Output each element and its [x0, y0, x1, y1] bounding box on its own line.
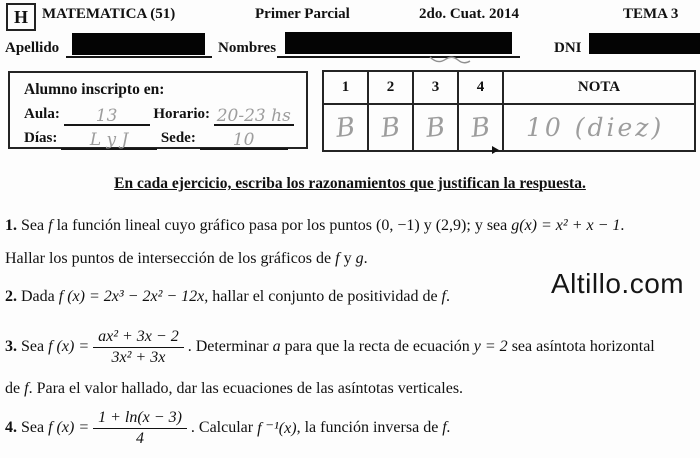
- dni-label: DNI: [554, 40, 582, 56]
- mark-cell-1: [323, 104, 368, 151]
- tema-letter-box: [6, 3, 36, 31]
- math-f: f.: [442, 419, 451, 436]
- mark-3: B: [424, 111, 447, 144]
- math-f: f: [48, 217, 53, 234]
- exercise-3-line-1: [5, 323, 655, 371]
- mark-cell-2: [368, 104, 413, 151]
- exercise-2-text: Dada: [21, 288, 55, 305]
- exercise-4-number: 4.: [5, 419, 17, 436]
- exercise-1-line-2: [5, 250, 368, 268]
- enrollment-box: [8, 71, 308, 149]
- exercise-1-line-1: [5, 217, 624, 235]
- enrollment-row-aula-horario: [24, 102, 306, 126]
- aula-field: [64, 104, 150, 126]
- fraction-numerator: 1 + ln(x − 3): [93, 409, 187, 429]
- grade-col-4: 4: [458, 71, 503, 104]
- exercise-1-text: Sea: [21, 217, 45, 234]
- mark-1: B: [334, 111, 357, 144]
- exam-title: Primer Parcial: [255, 6, 350, 22]
- nota-cell: [503, 104, 695, 151]
- math-f-formula: f (x) = 2x³ − 2x² − 12x: [58, 288, 205, 305]
- aula-value: 13: [95, 106, 118, 126]
- dias-label: Días:: [24, 130, 58, 146]
- exercise-3-number: 3.: [5, 338, 17, 355]
- math-f: f: [441, 288, 446, 305]
- enrollment-row-dias-sede: [24, 126, 306, 150]
- exercise-4-text: , la función inversa de: [296, 419, 439, 436]
- mark-cell-3: [413, 104, 458, 151]
- mark-cell-4: [458, 104, 503, 151]
- math-fraction: [93, 409, 187, 447]
- sede-label: Sede:: [160, 130, 196, 146]
- exercise-1-number: 1.: [5, 217, 17, 234]
- course-title: MATEMATICA (51): [42, 6, 176, 22]
- tema-number: TEMA 3: [623, 6, 679, 22]
- math-g-formula: g(x) = x² + x − 1: [511, 217, 621, 234]
- apellido-label: Apellido: [5, 40, 60, 56]
- horario-label: Horario:: [153, 106, 210, 122]
- exercise-4-text: Sea: [21, 419, 45, 436]
- math-y-equals-2: y = 2: [473, 338, 508, 355]
- tema-letter: H: [13, 6, 28, 27]
- math-f-inverse: f ⁻¹(x): [257, 420, 297, 437]
- dias-field: [61, 128, 157, 150]
- exercise-3-text: Sea: [21, 338, 45, 355]
- watermark: Altillo.com: [551, 268, 685, 299]
- exercise-1-text: .: [363, 250, 368, 267]
- exercise-1-text: y: [343, 250, 352, 267]
- fraction-numerator: ax² + 3x − 2: [93, 328, 184, 348]
- math-fx-equals: f (x) =: [48, 338, 90, 355]
- exercise-2-text: .: [446, 288, 450, 305]
- exam-term: 2do. Cuat. 2014: [419, 6, 520, 22]
- math-g: g: [355, 250, 364, 267]
- aula-label: Aula:: [24, 106, 60, 122]
- exercise-2-text: , hallar el conjunto de positividad de: [204, 288, 438, 305]
- exercise-1-text: Hallar los puntos de intersección de los gráficos de: [5, 250, 332, 267]
- grade-col-2: 2: [368, 71, 413, 104]
- apellido-redaction: [72, 33, 205, 55]
- horario-field: [214, 104, 294, 126]
- exercise-3-text: para que la recta de ecuación: [284, 338, 470, 355]
- nota-value: 10 (diez): [526, 113, 665, 142]
- math-a: a: [272, 338, 281, 355]
- exercise-2-number: 2.: [5, 288, 17, 305]
- sede-value: 10: [232, 130, 255, 150]
- exercise-3-text: sea asíntota horizontal: [511, 338, 655, 355]
- fraction-denominator: 4: [136, 429, 144, 447]
- instruction-line: En cada ejercicio, escriba los razonamientos que justifican la respuesta.: [114, 175, 586, 192]
- mark-4: B: [469, 111, 492, 144]
- exercise-1-text: .: [620, 217, 625, 234]
- math-f: f: [335, 250, 340, 267]
- enrollment-title: Alumno inscripto en:: [24, 81, 165, 98]
- math-fraction: [93, 328, 184, 366]
- dias-value: L y J: [89, 130, 129, 150]
- grade-col-3: 3: [413, 71, 458, 104]
- exercise-3-text: de: [5, 380, 21, 397]
- nombres-redaction: [285, 32, 512, 54]
- grade-table-marks-row: [323, 104, 695, 151]
- grade-table: [322, 70, 696, 152]
- exercise-3-text: . Para el valor hallado, dar las ecuaciones de las asíntotas verticales.: [28, 380, 464, 397]
- exercise-4-text: . Calcular: [190, 419, 254, 436]
- sede-field: [200, 128, 288, 150]
- horario-value: 20-23 hs: [216, 106, 291, 126]
- cursor-artifact: [492, 146, 499, 154]
- handwriting-tail: [428, 53, 472, 65]
- fraction-denominator: 3x² + 3x: [111, 348, 166, 366]
- math-fx-equals: f (x) =: [48, 419, 90, 436]
- exercise-2-line: [5, 288, 450, 306]
- dni-redaction: [589, 33, 700, 54]
- exercise-3-text: . Determinar: [187, 338, 269, 355]
- exercise-1-text: la función lineal cuyo gráfico pasa por los puntos (0, −1) y (2,9); y sea: [56, 217, 508, 234]
- math-f: f: [24, 380, 29, 397]
- exercise-4-line: [5, 404, 451, 452]
- grade-table-header-row: [323, 71, 695, 104]
- grade-col-1: 1: [323, 71, 368, 104]
- nombres-label: Nombres: [218, 40, 277, 56]
- exercise-3-line-2: [5, 380, 463, 398]
- grade-col-nota: NOTA: [503, 71, 695, 104]
- mark-2: B: [379, 111, 402, 144]
